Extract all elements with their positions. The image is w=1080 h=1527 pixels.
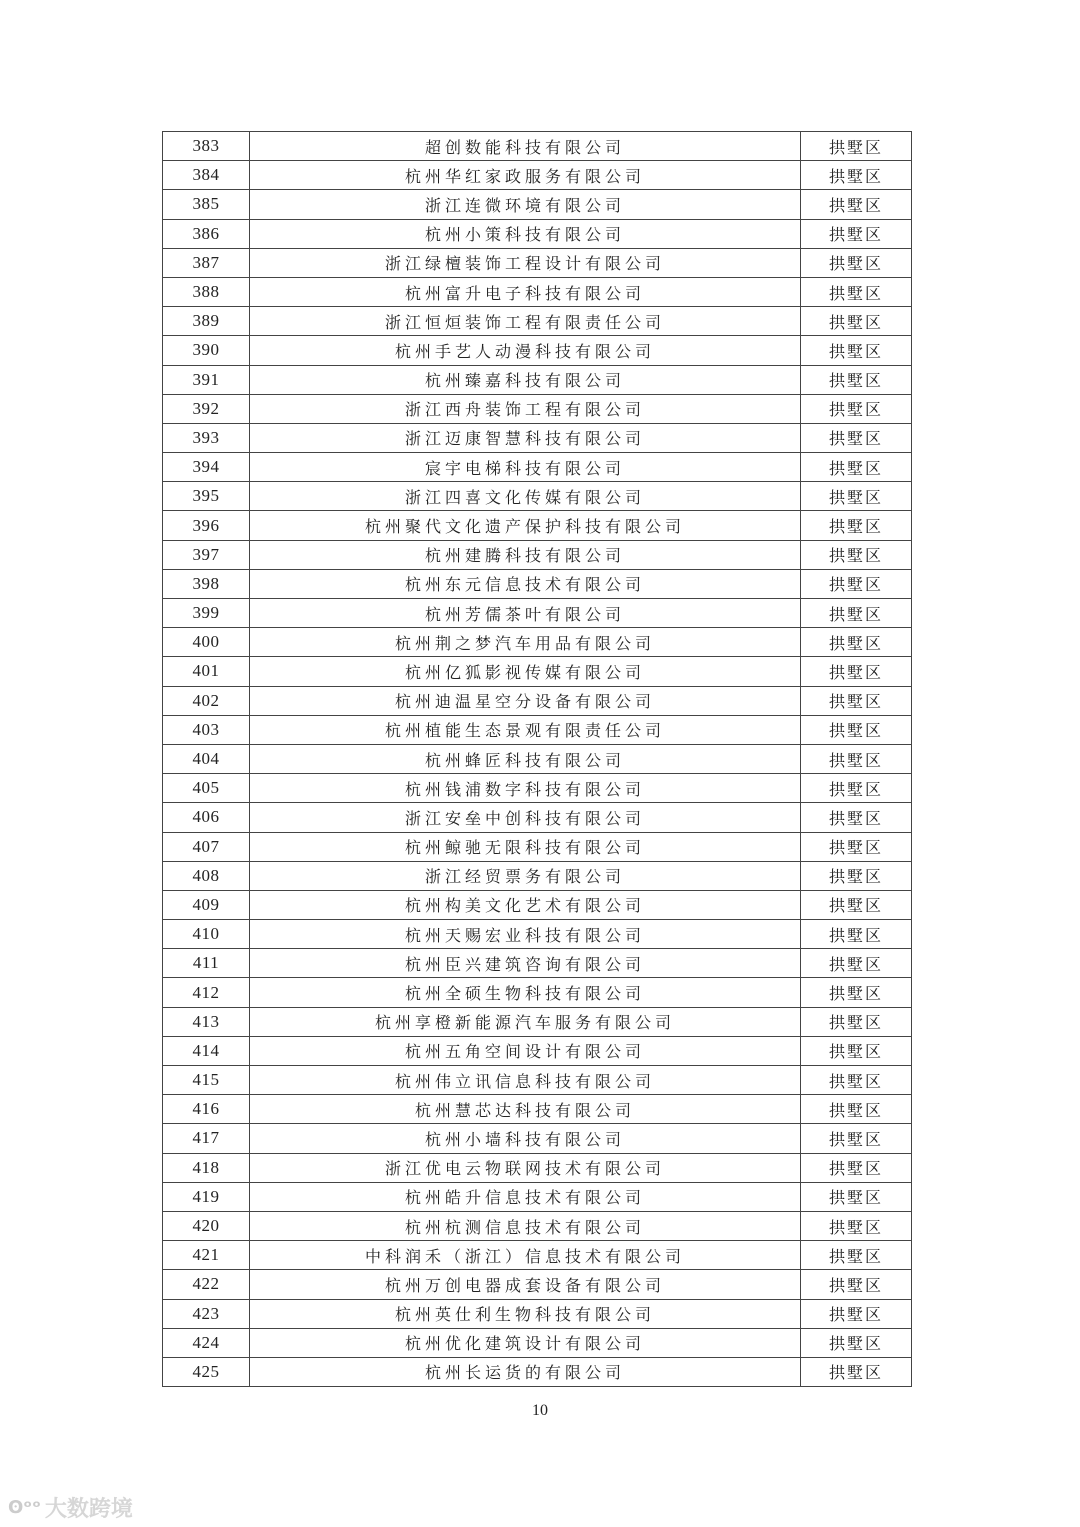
- table-row: [163, 1357, 912, 1386]
- table-row: [163, 628, 912, 657]
- company-name: 杭州东元信息技术有限公司: [250, 569, 801, 598]
- table-row: [163, 161, 912, 190]
- table-row: [163, 511, 912, 540]
- company-name: 杭州亿狐影视传媒有限公司: [250, 657, 801, 686]
- company-name: 杭州享橙新能源汽车服务有限公司: [250, 1007, 801, 1036]
- row-number: 415: [163, 1066, 250, 1095]
- table-row: [163, 978, 912, 1007]
- company-name: 浙江西舟装饰工程有限公司: [250, 394, 801, 423]
- table-row: [163, 686, 912, 715]
- row-number: 416: [163, 1095, 250, 1124]
- company-name: 杭州小墙科技有限公司: [250, 1124, 801, 1153]
- district: 拱墅区: [801, 890, 912, 919]
- row-number: 401: [163, 657, 250, 686]
- row-number: 392: [163, 394, 250, 423]
- row-number: 404: [163, 744, 250, 773]
- company-name: 杭州富升电子科技有限公司: [250, 277, 801, 306]
- district: 拱墅区: [801, 949, 912, 978]
- table-row: [163, 803, 912, 832]
- table-row: [163, 1182, 912, 1211]
- table-row: [163, 219, 912, 248]
- table-row: [163, 453, 912, 482]
- company-name: 杭州全硕生物科技有限公司: [250, 978, 801, 1007]
- company-list-table: [162, 131, 912, 1387]
- row-number: 422: [163, 1270, 250, 1299]
- district: 拱墅区: [801, 803, 912, 832]
- row-number: 408: [163, 861, 250, 890]
- district: 拱墅区: [801, 774, 912, 803]
- row-number: 420: [163, 1211, 250, 1240]
- district: 拱墅区: [801, 307, 912, 336]
- district: 拱墅区: [801, 453, 912, 482]
- table-row: [163, 1007, 912, 1036]
- table-row: [163, 1036, 912, 1065]
- row-number: 423: [163, 1299, 250, 1328]
- row-number: 421: [163, 1241, 250, 1270]
- district: 拱墅区: [801, 132, 912, 161]
- company-name: 杭州植能生态景观有限责任公司: [250, 715, 801, 744]
- company-name: 杭州杭测信息技术有限公司: [250, 1211, 801, 1240]
- table-row: [163, 1124, 912, 1153]
- row-number: 394: [163, 453, 250, 482]
- company-name: 浙江恒烜装饰工程有限责任公司: [250, 307, 801, 336]
- district: 拱墅区: [801, 1357, 912, 1386]
- row-number: 405: [163, 774, 250, 803]
- row-number: 390: [163, 336, 250, 365]
- table-row: [163, 1095, 912, 1124]
- district: 拱墅区: [801, 1270, 912, 1299]
- district: 拱墅区: [801, 1182, 912, 1211]
- company-name: 杭州华红家政服务有限公司: [250, 161, 801, 190]
- district: 拱墅区: [801, 1328, 912, 1357]
- district: 拱墅区: [801, 686, 912, 715]
- row-number: 417: [163, 1124, 250, 1153]
- row-number: 406: [163, 803, 250, 832]
- row-number: 383: [163, 132, 250, 161]
- district: 拱墅区: [801, 1211, 912, 1240]
- row-number: 397: [163, 540, 250, 569]
- district: 拱墅区: [801, 715, 912, 744]
- table-row: [163, 277, 912, 306]
- row-number: 391: [163, 365, 250, 394]
- row-number: 424: [163, 1328, 250, 1357]
- company-name: 杭州皓升信息技术有限公司: [250, 1182, 801, 1211]
- district: 拱墅区: [801, 1095, 912, 1124]
- table-row: [163, 744, 912, 773]
- district: 拱墅区: [801, 1007, 912, 1036]
- district: 拱墅区: [801, 482, 912, 511]
- company-name: 杭州鲸驰无限科技有限公司: [250, 832, 801, 861]
- row-number: 384: [163, 161, 250, 190]
- page-number: 10: [532, 1402, 548, 1419]
- row-number: 386: [163, 219, 250, 248]
- table-row: [163, 1066, 912, 1095]
- row-number: 409: [163, 890, 250, 919]
- company-name: 杭州臣兴建筑咨询有限公司: [250, 949, 801, 978]
- watermark: [8, 1492, 133, 1523]
- row-number: 403: [163, 715, 250, 744]
- company-name: 杭州万创电器成套设备有限公司: [250, 1270, 801, 1299]
- table-row: [163, 1241, 912, 1270]
- company-name: 浙江安垒中创科技有限公司: [250, 803, 801, 832]
- row-number: 413: [163, 1007, 250, 1036]
- table-row: [163, 248, 912, 277]
- company-name: 浙江连微环境有限公司: [250, 190, 801, 219]
- district: 拱墅区: [801, 336, 912, 365]
- company-name: 杭州建腾科技有限公司: [250, 540, 801, 569]
- company-name: 超创数能科技有限公司: [250, 132, 801, 161]
- row-number: 407: [163, 832, 250, 861]
- company-name: 杭州手艺人动漫科技有限公司: [250, 336, 801, 365]
- company-name: 杭州聚代文化遗产保护科技有限公司: [250, 511, 801, 540]
- watermark-text: 大数跨境: [44, 1497, 133, 1522]
- district: 拱墅区: [801, 628, 912, 657]
- row-number: 398: [163, 569, 250, 598]
- row-number: 388: [163, 277, 250, 306]
- table-row: [163, 949, 912, 978]
- table-row: [163, 190, 912, 219]
- company-name: 浙江迈康智慧科技有限公司: [250, 423, 801, 452]
- table-row: [163, 423, 912, 452]
- district: 拱墅区: [801, 920, 912, 949]
- company-name: 杭州小策科技有限公司: [250, 219, 801, 248]
- table-row: [163, 657, 912, 686]
- district: 拱墅区: [801, 569, 912, 598]
- district: 拱墅区: [801, 1241, 912, 1270]
- company-name: 中科润禾（浙江）信息技术有限公司: [250, 1241, 801, 1270]
- row-number: 385: [163, 190, 250, 219]
- company-name: 杭州天赐宏业科技有限公司: [250, 920, 801, 949]
- company-name: 杭州五角空间设计有限公司: [250, 1036, 801, 1065]
- table-row: [163, 307, 912, 336]
- row-number: 412: [163, 978, 250, 1007]
- row-number: 393: [163, 423, 250, 452]
- row-number: 400: [163, 628, 250, 657]
- row-number: 425: [163, 1357, 250, 1386]
- table-row: [163, 336, 912, 365]
- table-row: [163, 132, 912, 161]
- district: 拱墅区: [801, 1153, 912, 1182]
- company-name: 杭州伟立讯信息科技有限公司: [250, 1066, 801, 1095]
- company-name: 杭州优化建筑设计有限公司: [250, 1328, 801, 1357]
- row-number: 396: [163, 511, 250, 540]
- company-name: 杭州构美文化艺术有限公司: [250, 890, 801, 919]
- table-body: [163, 132, 912, 1387]
- company-name: 杭州荆之梦汽车用品有限公司: [250, 628, 801, 657]
- district: 拱墅区: [801, 1124, 912, 1153]
- table-row: [163, 1153, 912, 1182]
- company-name: 杭州长运货的有限公司: [250, 1357, 801, 1386]
- company-name: 浙江绿檀装饰工程设计有限公司: [250, 248, 801, 277]
- district: 拱墅区: [801, 1036, 912, 1065]
- company-name: 杭州英仕利生物科技有限公司: [250, 1299, 801, 1328]
- district: 拱墅区: [801, 161, 912, 190]
- table-row: [163, 540, 912, 569]
- table-row: [163, 861, 912, 890]
- district: 拱墅区: [801, 277, 912, 306]
- row-number: 419: [163, 1182, 250, 1211]
- company-name: 杭州慧芯达科技有限公司: [250, 1095, 801, 1124]
- table-row: [163, 365, 912, 394]
- district: 拱墅区: [801, 190, 912, 219]
- row-number: 414: [163, 1036, 250, 1065]
- table-row: [163, 482, 912, 511]
- row-number: 418: [163, 1153, 250, 1182]
- row-number: 389: [163, 307, 250, 336]
- row-number: 402: [163, 686, 250, 715]
- district: 拱墅区: [801, 861, 912, 890]
- company-name: 浙江优电云物联网技术有限公司: [250, 1153, 801, 1182]
- company-name: 杭州臻嘉科技有限公司: [250, 365, 801, 394]
- company-name: 杭州迪温星空分设备有限公司: [250, 686, 801, 715]
- row-number: 399: [163, 599, 250, 628]
- district: 拱墅区: [801, 599, 912, 628]
- company-name: 杭州钱浦数字科技有限公司: [250, 774, 801, 803]
- district: 拱墅区: [801, 394, 912, 423]
- district: 拱墅区: [801, 540, 912, 569]
- table-row: [163, 569, 912, 598]
- company-name: 浙江经贸票务有限公司: [250, 861, 801, 890]
- district: 拱墅区: [801, 1066, 912, 1095]
- row-number: 410: [163, 920, 250, 949]
- row-number: 387: [163, 248, 250, 277]
- table-row: [163, 715, 912, 744]
- watermark-logo-icon: ʘᵒᵒ: [8, 1497, 41, 1518]
- district: 拱墅区: [801, 511, 912, 540]
- district: 拱墅区: [801, 219, 912, 248]
- district: 拱墅区: [801, 248, 912, 277]
- company-name: 浙江四喜文化传媒有限公司: [250, 482, 801, 511]
- table-row: [163, 920, 912, 949]
- row-number: 411: [163, 949, 250, 978]
- table-row: [163, 599, 912, 628]
- table-row: [163, 1270, 912, 1299]
- table-row: [163, 1211, 912, 1240]
- company-name: 宸宇电梯科技有限公司: [250, 453, 801, 482]
- district: 拱墅区: [801, 365, 912, 394]
- district: 拱墅区: [801, 423, 912, 452]
- table-row: [163, 1328, 912, 1357]
- district: 拱墅区: [801, 832, 912, 861]
- district: 拱墅区: [801, 978, 912, 1007]
- table-row: [163, 890, 912, 919]
- table-row: [163, 774, 912, 803]
- district: 拱墅区: [801, 657, 912, 686]
- company-name: 杭州蜂匠科技有限公司: [250, 744, 801, 773]
- table-row: [163, 394, 912, 423]
- company-name: 杭州芳儒茶叶有限公司: [250, 599, 801, 628]
- table-row: [163, 832, 912, 861]
- row-number: 395: [163, 482, 250, 511]
- district: 拱墅区: [801, 1299, 912, 1328]
- district: 拱墅区: [801, 744, 912, 773]
- table-row: [163, 1299, 912, 1328]
